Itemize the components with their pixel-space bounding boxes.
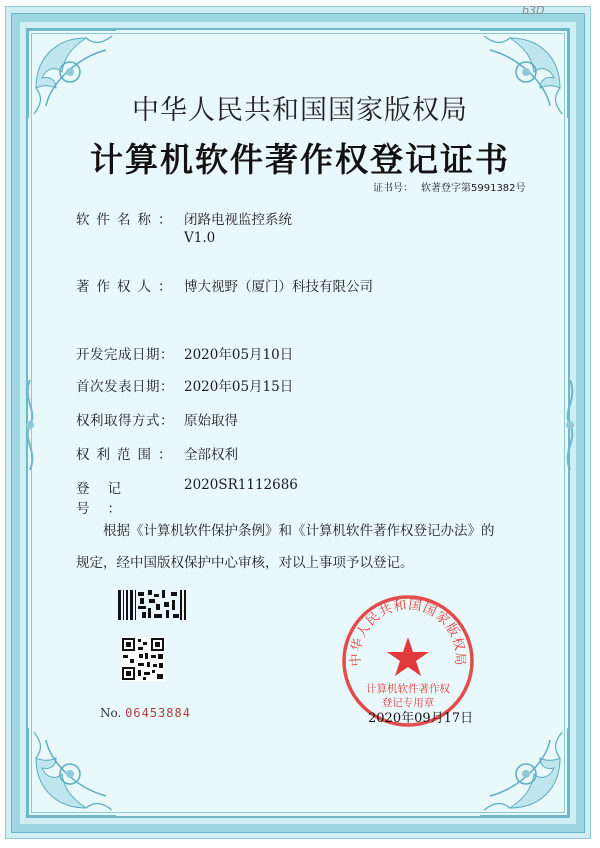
software-version-value: V1.0	[184, 230, 216, 246]
field-label: 权利取得方式：	[76, 413, 174, 429]
statement-paragraph	[76, 515, 536, 579]
field-label: 软件名称：	[76, 212, 179, 228]
field-value: 2020年05月10日	[184, 347, 294, 363]
field-label: 首次发表日期：	[76, 379, 174, 395]
field-label: 著作权人：	[76, 279, 179, 295]
serial-number-label: No.	[100, 706, 122, 720]
seal-inner-line-2: 登记专用章	[381, 697, 435, 709]
serial-number-value: 06453884	[125, 706, 191, 720]
certificate-number-value: 软著登字第5991382号	[421, 183, 526, 194]
field-scope	[76, 443, 238, 463]
field-value	[184, 208, 292, 246]
field-value: 原始取得	[184, 413, 238, 429]
issuing-authority-title: 中华人民共和国国家版权局	[132, 95, 468, 126]
field-copyright-owner	[76, 275, 373, 295]
qr-code-icon	[121, 637, 165, 681]
seal-star-icon	[387, 637, 429, 676]
field-acquisition-method	[76, 409, 238, 429]
field-value: 博大视野（厦门）科技有限公司	[184, 279, 373, 295]
statement-line-1: 根据《计算机软件保护条例》和《计算机软件著作权登记办法》的	[103, 523, 495, 539]
field-label: 登记号：	[76, 481, 139, 517]
issue-date: 2020年09月17日	[368, 711, 474, 726]
seal-ring-text: 中华人民共和国国家版权局	[348, 597, 468, 667]
serial-number	[100, 706, 191, 720]
field-first-publish-date	[76, 375, 293, 395]
seal-inner-line-1: 计算机软件著作权	[366, 683, 450, 695]
corner-ornament-bottom-left	[26, 726, 118, 818]
left-side-ornament	[20, 380, 40, 470]
field-development-date	[76, 343, 293, 363]
field-value: 全部权利	[184, 447, 238, 463]
field-value: 2020年05月15日	[184, 379, 294, 395]
statement-line-2: 规定，经中国版权保护中心审核，对以上事项予以登记。	[76, 555, 414, 571]
field-value: 2020SR1112686	[184, 477, 298, 493]
software-name-value: 闭路电视监控系统	[184, 212, 292, 228]
field-software-name	[76, 208, 292, 246]
certificate-number-label: 证书号：	[373, 183, 413, 194]
right-side-ornament	[560, 380, 580, 470]
field-label: 开发完成日期：	[76, 347, 174, 363]
handwritten-note: b3D	[522, 4, 545, 17]
barcode-icon	[118, 590, 186, 620]
field-registration-no	[76, 477, 298, 517]
certificate-title: 计算机软件著作权登记证书	[90, 140, 510, 179]
certificate-number	[373, 179, 526, 194]
field-label: 权利范围：	[76, 447, 179, 463]
corner-ornament-bottom-right	[478, 726, 570, 818]
